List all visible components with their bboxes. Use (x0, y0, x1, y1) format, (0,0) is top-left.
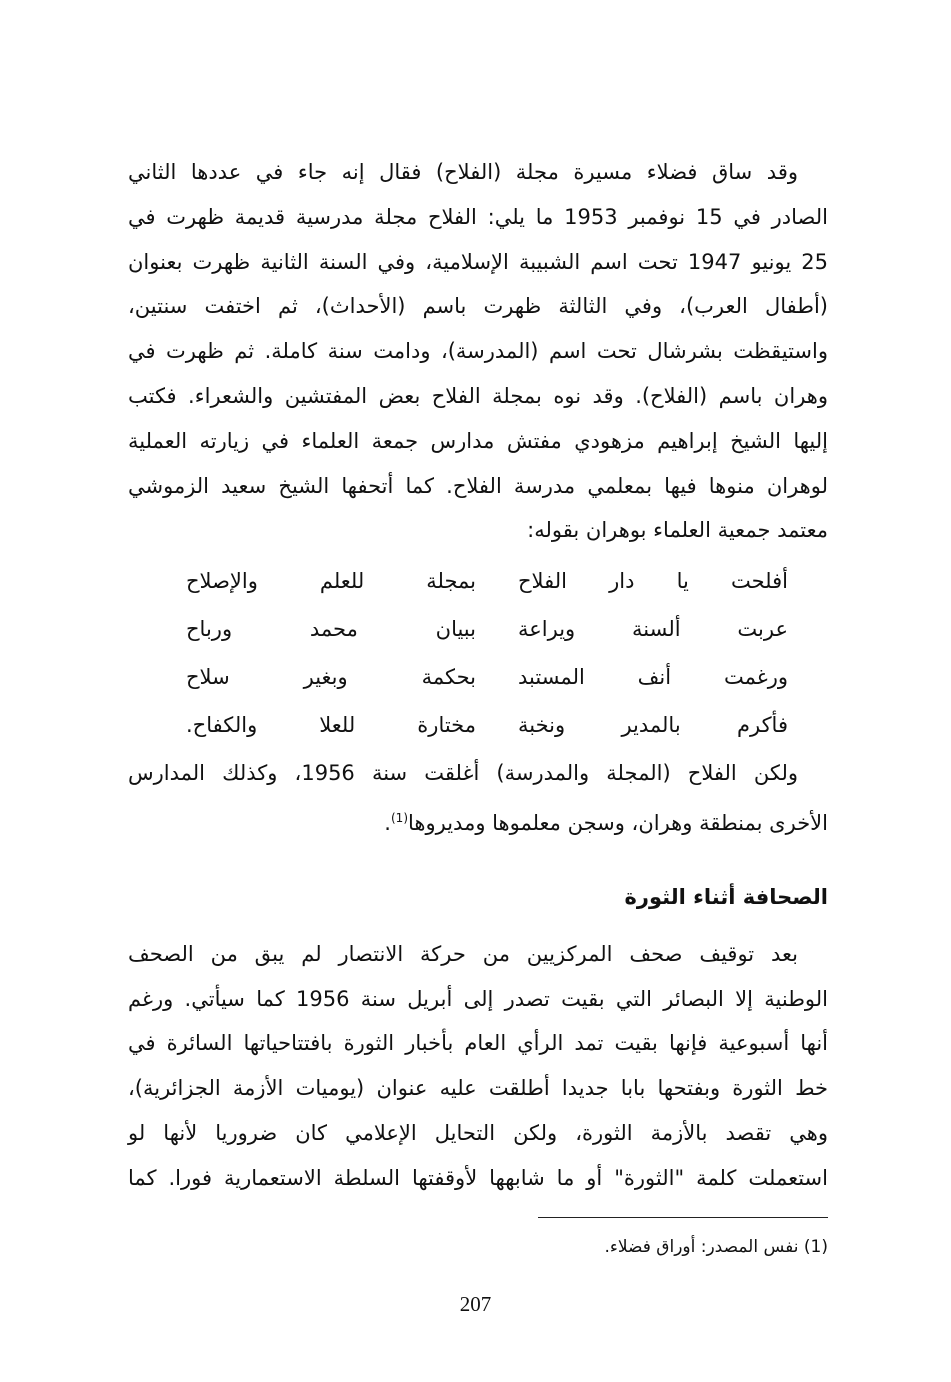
text-fragment: . (384, 810, 391, 835)
text-line: خط الثورة وبفتحها بابا جديدا أطلقت عليه عنوان (يوميات الأزمة الجزائرية)، (128, 1076, 828, 1101)
text-line: بعد توقيف صحف المركزيين من حركة الانتصار لم يبق من الصحف (128, 941, 798, 966)
verse-first-half: عربت ألسنة ويراعة (518, 617, 788, 642)
footnote: (1) نفس المصدر: أوراق فضلاء. (604, 1236, 828, 1257)
text-line: وهران باسم (الفلاح). وقد نوه بمجلة الفلاح بعض المفتشين والشعراء. فكتب (128, 383, 828, 408)
verse-second-half: بمجلة للعلم والإصلاح (186, 569, 476, 594)
text-line: الوطنية إلا البصائر التي بقيت تصدر إلى أبريل سنة 1956 كما سيأتي. ورغم (128, 986, 828, 1011)
paragraph-2 (128, 751, 828, 846)
poem-verse (128, 701, 828, 749)
text-line: (أطفال العرب)، وفي الثالثة ظهرت باسم (الأحداث)، ثم اختفت سنتين، (128, 294, 828, 319)
verse-second-half: ببيان محمد ورباح (186, 617, 476, 642)
verse-first-half: فأكرم بالمدير ونخبة (518, 713, 788, 738)
verse-second-half: مختارة للعلا والكفاح. (186, 713, 476, 738)
footnote-ref: (1) (390, 810, 408, 825)
text-line: 25 يونيو 1947 تحت اسم الشبيبة الإسلامية، وفي السنة الثانية ظهرت بعنوان (128, 249, 829, 274)
text-line: وهي تقصد بالأزمة الثورة، ولكن التحايل الإعلامي كان ضروريا لأنها لو (128, 1120, 828, 1145)
text-line: ولكن الفلاح (المجلة والمدرسة) أغلقت سنة 1956، وكذلك المدارس (128, 761, 798, 786)
text-line: معتمد جمعية العلماء بوهران بقوله: (527, 518, 828, 543)
footnote-divider (538, 1217, 828, 1218)
verse-second-half: بحكمة وبغير سلاح (186, 665, 476, 690)
text-line: الصادر في 15 نوفمبر 1953 ما يلي: الفلاح مجلة مدرسية قديمة ظهرت في (128, 204, 828, 229)
text-fragment: الأخرى بمنطقة وهران، وسجن معلموها ومديروها (408, 810, 828, 835)
poem (128, 557, 828, 749)
text-line: استعملت كلمة "الثورة" أو ما شابهها لأوقفتها السلطة الاستعمارية فورا. كما (128, 1165, 828, 1190)
section-heading: الصحافة أثناء الثورة (624, 884, 828, 909)
paragraph-3 (128, 932, 828, 1201)
text-line: وقد ساق فضلاء مسيرة مجلة (الفلاح) فقال إنه جاء في عددها الثاني (128, 160, 798, 184)
text-line (128, 796, 828, 846)
poem-verse (128, 557, 828, 605)
poem-verse (128, 605, 828, 653)
text-line: لوهران منوها فيها بمعلمي مدرسة الفلاح. كما أتحفها الشيخ سعيد الزموشي (128, 473, 828, 498)
poem-verse (128, 653, 828, 701)
page-number: 207 (459, 1292, 492, 1316)
paragraph-1 (128, 150, 828, 553)
page-body (128, 150, 828, 1260)
text-line: واستيقظت بشرشال تحت اسم (المدرسة)، ودامت سنة كاملة. ثم ظهرت في (128, 339, 828, 364)
text-line: إليها الشيخ إبراهيم مزهودي مفتش مدارس جمعة العلماء في زيارته العملية (128, 428, 828, 453)
verse-first-half: أفلحت يا دار الفلاح (518, 569, 788, 594)
verse-first-half: ورغمت أنف المستبد (518, 665, 788, 690)
text-line: أنها أسبوعية فإنها بقيت تمد الرأي العام بأخبار الثورة بافتتاحياتها السائرة في (128, 1031, 828, 1056)
